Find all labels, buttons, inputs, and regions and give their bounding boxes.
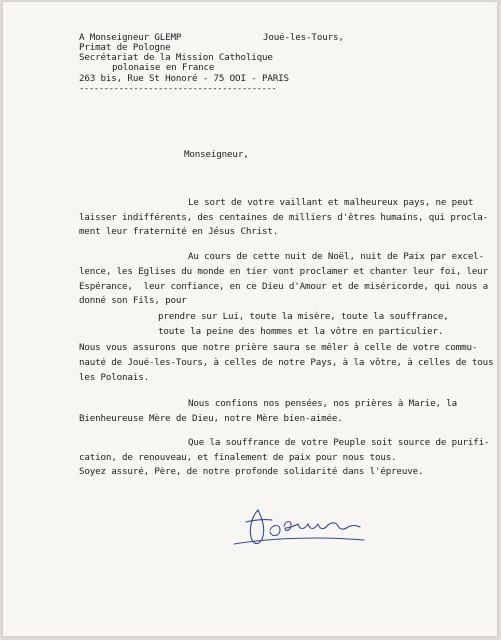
body-line: les Polonais. [79, 372, 149, 383]
body-line: Que la souffrance de votre Peuple soit source de purifi- [188, 437, 490, 448]
recipient-line-4: polonaise en France [112, 62, 215, 73]
body-line: Nous vous assurons que notre prière saura se mêler à celle de votre commu- [79, 342, 478, 353]
body-line: laisser indifférents, des centaines de milliers d'êtres humains, qui procla- [79, 212, 488, 223]
body-line: ment leur fraternité en Jésus Christ. [79, 226, 279, 237]
body-line: prendre sur Lui, toute la misère, toute la souffrance, [158, 311, 449, 322]
recipient-line-2: Primat de Pologne [79, 42, 171, 53]
body-line: nauté de Joué-les-Tours, à celles de notre Pays, à la vôtre, à celles de tous [79, 357, 494, 368]
body-line: Nous confions nos pensées, nos prières à Marie, la [188, 398, 458, 409]
place-line: Joué-les-Tours, [263, 32, 344, 43]
body-line: lence, les Eglises du monde en tier vont proclamer et chanter leur foi, leur [79, 266, 488, 277]
handwritten-signature [228, 500, 368, 560]
body-line: Bienheureuse Mère de Dieu, notre Mère bien-aimée. [79, 413, 343, 424]
recipient-line-1: A Monseigneur GLEMP [79, 32, 182, 43]
salutation: Monseigneur, [184, 149, 249, 160]
body-line: donné son Fils, pour [79, 295, 187, 306]
body-line: Au cours de cette nuit de Noël, nuit de Paix par excel- [188, 251, 484, 262]
recipient-line-3: Secrétariat de la Mission Catholique [79, 52, 273, 63]
body-line: toute la peine des hommes et la vôtre en particulier. [158, 326, 444, 337]
header-rule: ---------------------------------------- [79, 83, 277, 94]
body-line: cation, de renouveau, et finalement de paix pour nous tous. [79, 452, 397, 463]
body-line: Espérance, leur confiance, en ce Dieu d'Amour et de miséricorde, qui nous a [79, 281, 488, 292]
body-line: Le sort de votre vaillant et malheureux pays, ne peut [188, 197, 474, 208]
recipient-line-5: 263 bis, Rue St Honoré - 75 OOI - PARIS [79, 73, 289, 84]
body-line: Soyez assuré, Père, de notre profonde solidarité dans l'épreuve. [79, 466, 424, 477]
